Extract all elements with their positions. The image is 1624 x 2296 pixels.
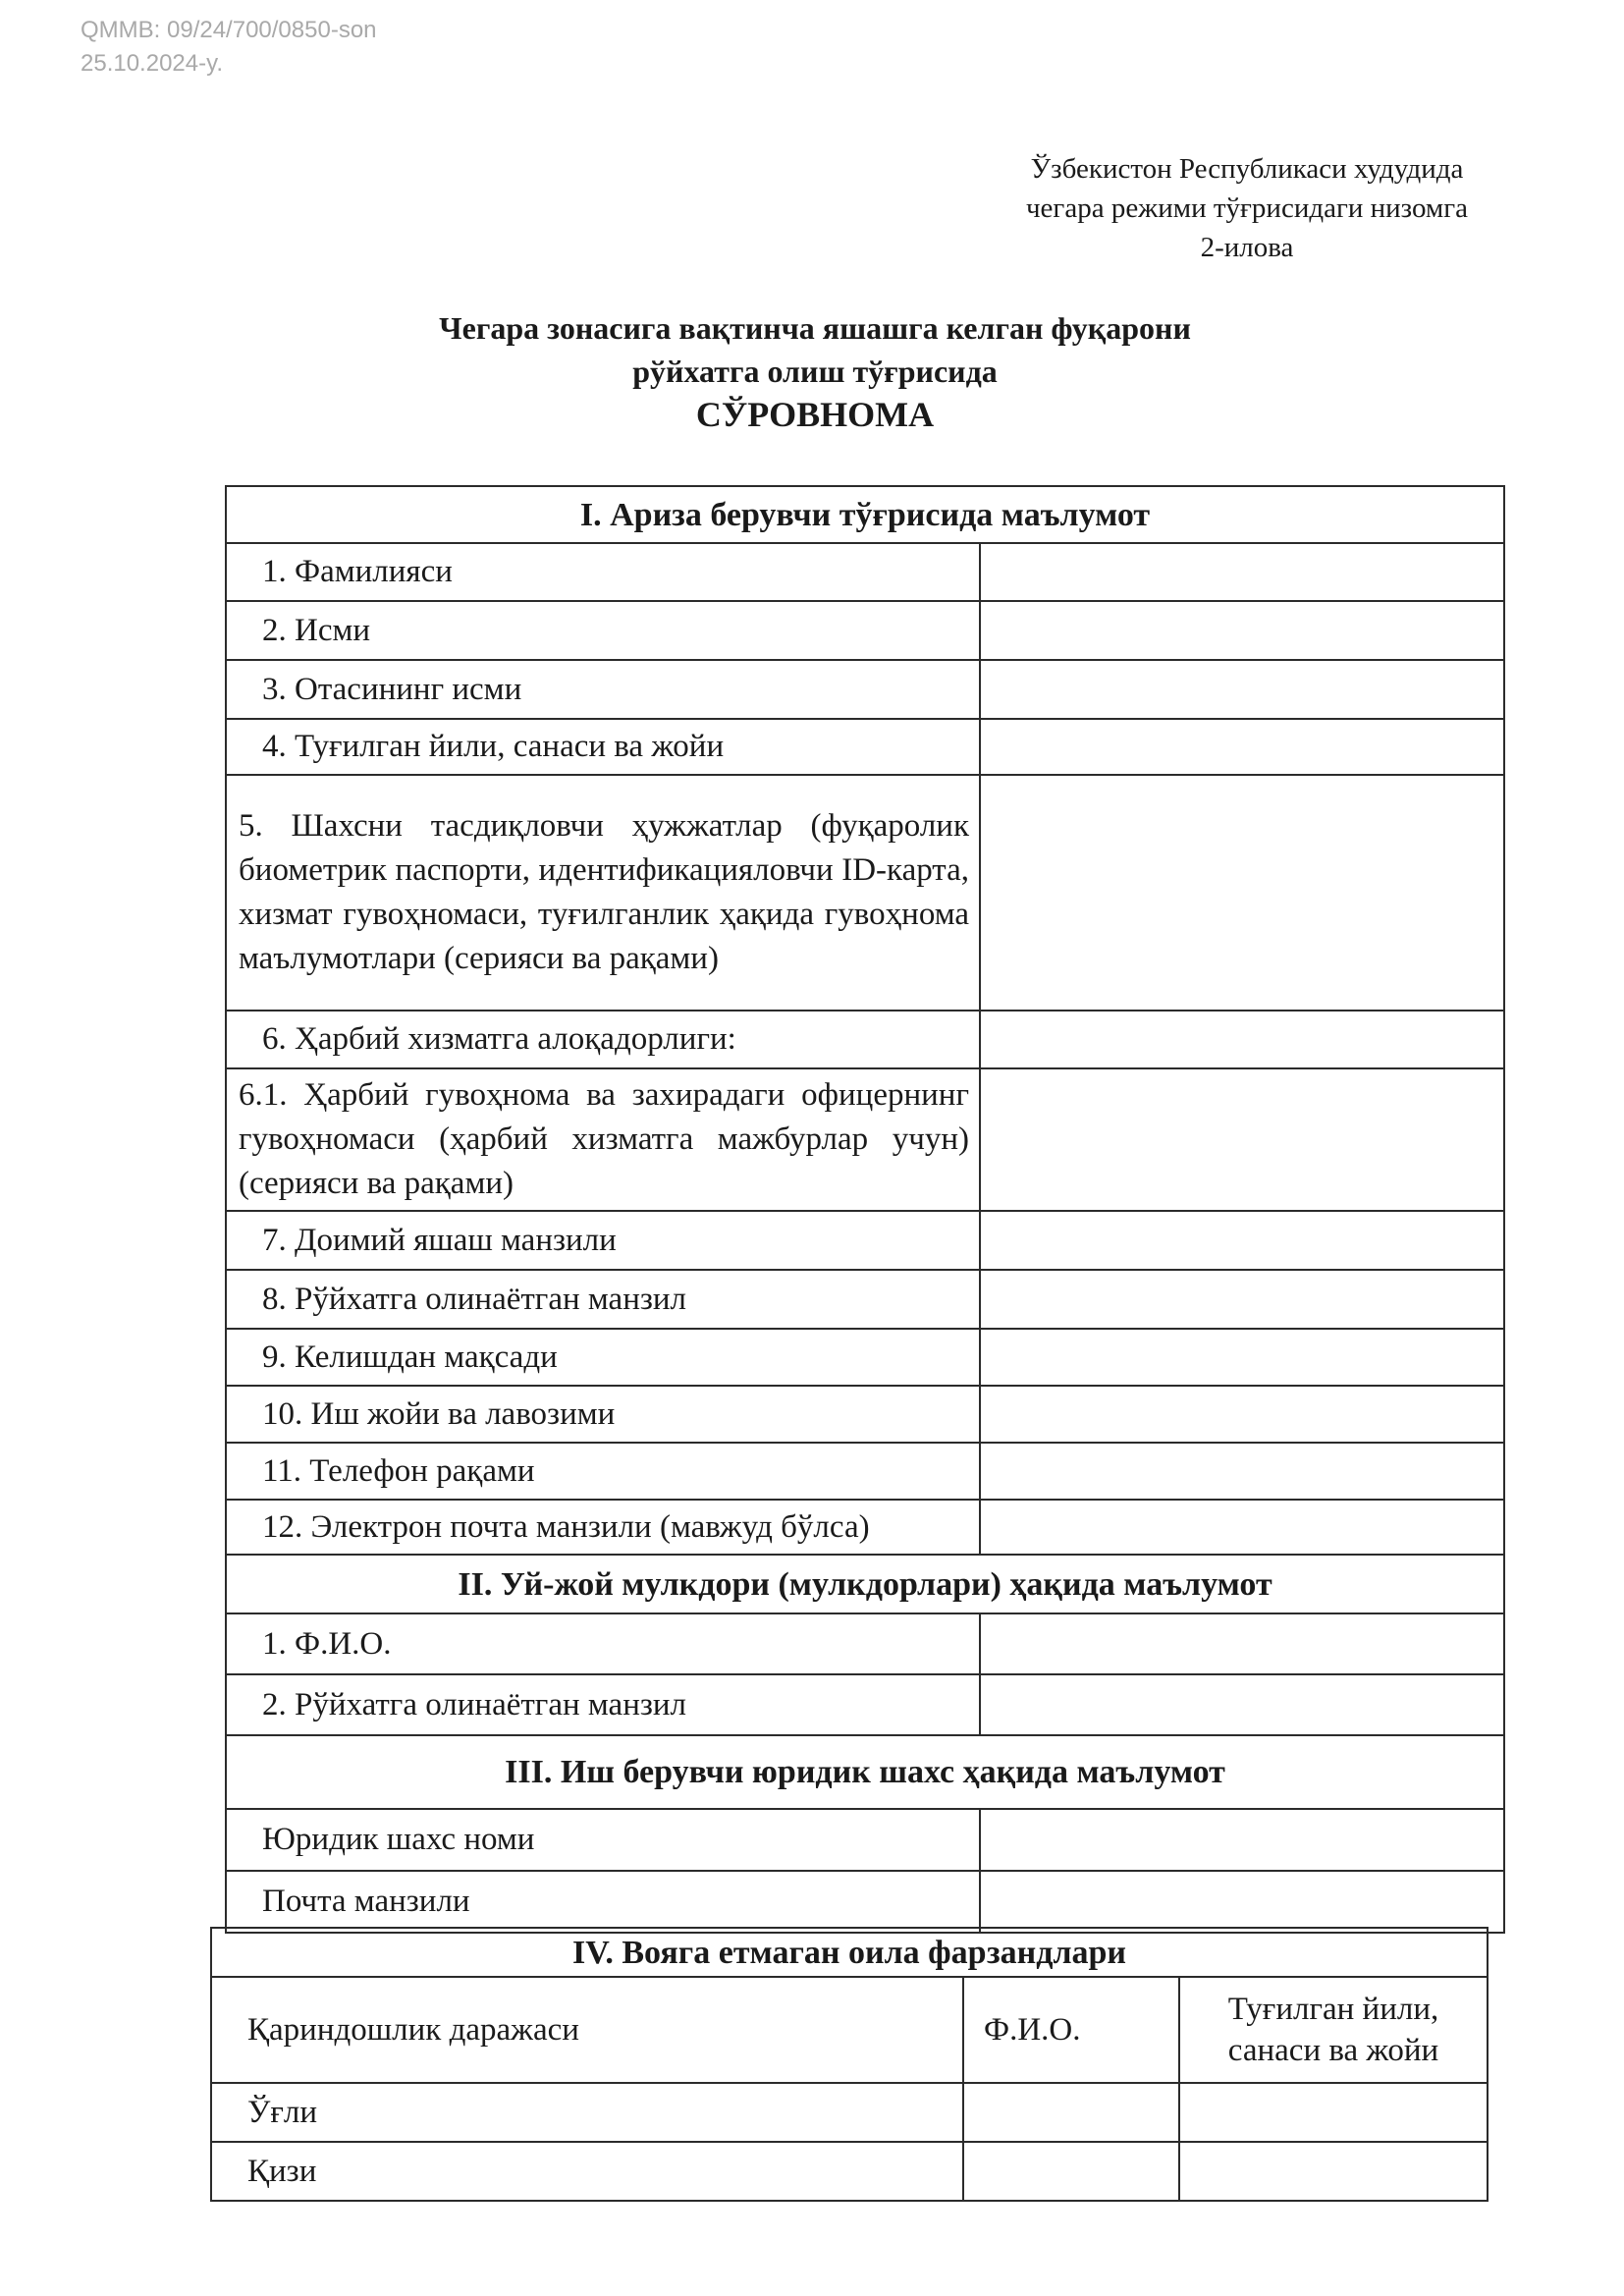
children-col-birth: Туғилган йили, санаси ва жойи bbox=[1179, 1977, 1488, 2083]
field-name-label: 2. Исми bbox=[226, 601, 980, 660]
questionnaire-table-children bbox=[210, 1927, 1489, 2202]
owner-address-value[interactable] bbox=[980, 1674, 1504, 1735]
appendix-line-1: Ўзбекистон Республикаси худудида bbox=[1030, 153, 1464, 185]
children-row-daughter-birth[interactable] bbox=[1179, 2142, 1488, 2201]
field-military-label: 6. Ҳарбий хизматга алоқадорлиги: bbox=[226, 1011, 980, 1068]
questionnaire-table-1 bbox=[225, 485, 1505, 1934]
field-registration-address-label: 8. Рўйхатга олинаётган манзил bbox=[226, 1270, 980, 1329]
children-row-daughter-fio[interactable] bbox=[963, 2142, 1179, 2201]
field-workplace-value[interactable] bbox=[980, 1386, 1504, 1443]
appendix-note bbox=[972, 149, 1522, 267]
field-email-label: 12. Электрон почта манзили (мавжуд бўлса) bbox=[226, 1500, 980, 1555]
stamp-number: QMMB: 09/24/700/0850-son bbox=[81, 17, 377, 43]
field-id-documents-label: 5. Шахсни тасдиқловчи ҳужжатлар (фуқаролик биометрик паспорти, идентификацияловчи ID-карта, хизмат гувоҳномаси, туғилганлик ҳақида гувоҳнома маълумотлари (серияси ва рақами) bbox=[226, 775, 980, 1011]
field-birth-value[interactable] bbox=[980, 719, 1504, 775]
field-name-value[interactable] bbox=[980, 601, 1504, 660]
field-military-value[interactable] bbox=[980, 1011, 1504, 1068]
title-line-1: Чегара зонасига вақтинча яшашга келган фуқарони bbox=[439, 310, 1191, 346]
owner-fio-value[interactable] bbox=[980, 1613, 1504, 1674]
children-col-fio: Ф.И.О. bbox=[963, 1977, 1179, 2083]
field-military-id-label: 6.1. Ҳарбий гувоҳнома ва захирадаги офицернинг гувоҳномаси (ҳарбий хизматга мажбурлар учун) (серияси ва рақами) bbox=[226, 1068, 980, 1211]
field-workplace-label: 10. Иш жойи ва лавозими bbox=[226, 1386, 980, 1443]
field-permanent-address-label: 7. Доимий яшаш манзили bbox=[226, 1211, 980, 1270]
field-purpose-value[interactable] bbox=[980, 1329, 1504, 1386]
section-1-heading: I. Ариза берувчи тўғрисида маълумот bbox=[226, 486, 1504, 543]
field-permanent-address-value[interactable] bbox=[980, 1211, 1504, 1270]
children-row-son-fio[interactable] bbox=[963, 2083, 1179, 2142]
field-purpose-label: 9. Келишдан мақсади bbox=[226, 1329, 980, 1386]
appendix-line-3: 2-илова bbox=[1200, 232, 1294, 263]
field-id-documents-value[interactable] bbox=[980, 775, 1504, 1011]
children-row-son-birth[interactable] bbox=[1179, 2083, 1488, 2142]
document-title bbox=[196, 306, 1434, 436]
field-email-value[interactable] bbox=[980, 1500, 1504, 1555]
appendix-line-2: чегара режими тўғрисидаги низомга bbox=[1025, 192, 1469, 224]
field-surname-value[interactable] bbox=[980, 543, 1504, 601]
section-2-heading: II. Уй-жой мулкдори (мулкдорлари) ҳақида маълумот bbox=[226, 1555, 1504, 1613]
field-birth-label: 4. Туғилган йили, санаси ва жойи bbox=[226, 719, 980, 775]
owner-address-label: 2. Рўйхатга олинаётган манзил bbox=[226, 1674, 980, 1735]
field-surname-label: 1. Фамилияси bbox=[226, 543, 980, 601]
field-military-id-value[interactable] bbox=[980, 1068, 1504, 1211]
title-questionnaire: СЎРОВНОМА bbox=[695, 395, 935, 434]
children-row-daughter-label: Қизи bbox=[211, 2142, 963, 2201]
employer-name-value[interactable] bbox=[980, 1809, 1504, 1871]
field-phone-label: 11. Телефон рақами bbox=[226, 1443, 980, 1500]
employer-address-value[interactable] bbox=[980, 1871, 1504, 1933]
title-line-2: рўйхатга олиш тўғрисида bbox=[632, 354, 998, 389]
owner-fio-label: 1. Ф.И.О. bbox=[226, 1613, 980, 1674]
section-3-heading: III. Иш берувчи юридик шахс ҳақида маълумот bbox=[226, 1735, 1504, 1809]
children-row-son-label: Ўғли bbox=[211, 2083, 963, 2142]
field-patronymic-label: 3. Отасининг исми bbox=[226, 660, 980, 719]
field-registration-address-value[interactable] bbox=[980, 1270, 1504, 1329]
stamp-date: 25.10.2024-y. bbox=[81, 50, 223, 77]
employer-name-label: Юридик шахс номи bbox=[226, 1809, 980, 1871]
children-col-relation: Қариндошлик даражаси bbox=[211, 1977, 963, 2083]
registration-stamp bbox=[81, 14, 377, 81]
section-4-heading: IV. Вояга етмаган оила фарзандлари bbox=[211, 1928, 1488, 1977]
employer-address-label: Почта манзили bbox=[226, 1871, 980, 1933]
field-patronymic-value[interactable] bbox=[980, 660, 1504, 719]
field-phone-value[interactable] bbox=[980, 1443, 1504, 1500]
